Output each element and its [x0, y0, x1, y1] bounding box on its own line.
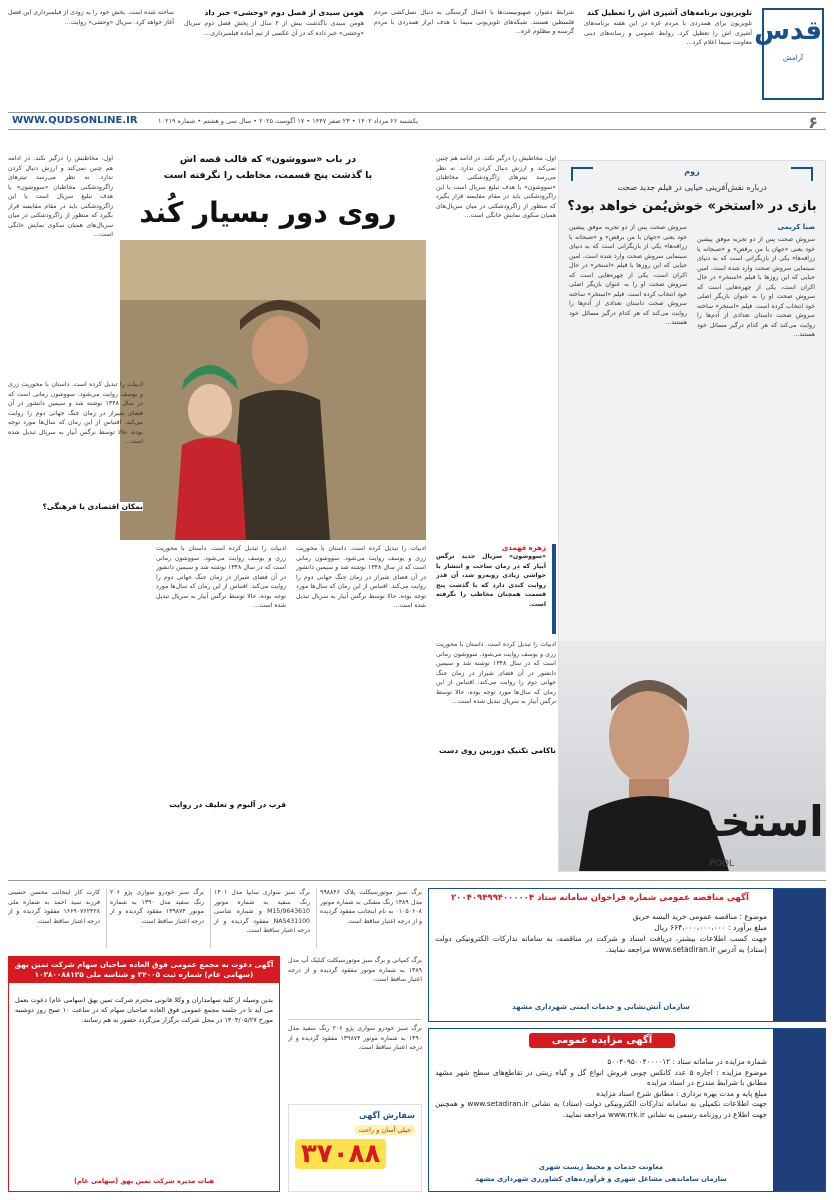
top-news-4-text: ساخته شده است. بخش خود را به زودی از فیلمبرداری این فصل آغاز خواهد کرد. سریال «وحشی» روایت...	[8, 9, 174, 26]
main-photo	[120, 240, 426, 540]
shareholder-ad-text: بدین وسیله از کلیه سهامداران و وکلا قانونی محترم شرکت تمین بهق (سهامی عام) دعوت بعمل می آید تا در جلسه مجمع عمومی فوق العاده صاحبان سهام که در ساعت ۱۰ صبح روز دوشنبه مورخ ۱۴۰۴/۰۵/۲۷ در محل شرکت برگزار می‌گردد حضور به هم رسانند.	[15, 996, 273, 1024]
subhead-3: قرب در آلبوم و تعلیف در روایت	[156, 800, 286, 809]
main-kicker: در باب «سووشون» که قالب قصه اش	[179, 154, 357, 165]
classified-4: کارت کار اینجانب محسن حسینی فرزند سید احمد به شماره ملی ۱۶۶۹۰۷۶۲۴۲۸ مفقود گردیده و از درجه اعتبار ساقط است.	[8, 889, 100, 925]
top-news-2-text: شرایط دشوار، صهیونیست‌ها با اعمال گرسنگی به دنبال نسل‌کشی مردم فلسطین هستند. شبکه‌های تلویزیونی سیما با هدف ابراز همدردی با مردم گرسنه و مظلوم غزه...	[374, 9, 574, 35]
subhead-1: بمکان اقتصادی یا فرهنگی؟	[8, 502, 143, 511]
zoom-headline: بازی در «استخر» خوش‌یُمن خواهد بود؟	[567, 199, 817, 214]
shareholder-ad-title: آگهی دعوت به مجمع عمومی فوق العاده صاحبان سهام شرکت تمین بهق (سهامی عام) شماره ثبت ۲۴۰۰۵ و شناسه ملی ۱۰۳۸۰۰۸۸۱۲۵	[9, 957, 279, 983]
shareholder-ad-org: هیات مدیره شرکت تمین بهق (سهامی عام)	[73, 1177, 215, 1185]
main-author: زهره قهمدی	[501, 544, 546, 552]
zoom-body-col2: سروش صحت پس از دو تجربه موفق پیشین خود یعنی «جهان با من برقص» و «صبحانه با زرافه‌ها» یکی از بازیگرانی است که به دنیای سینمایی سروش صحت وارد شده است. امین حیایی که این روزها با فیلم «استخر» در حال اکران است، یکی از چهره‌هایی است که سروش صحت او را به عنوان بازیگر اصلی خود انتخاب کرده است. فیلم «استخر» ساخته سروش صحت داستان تعدادی از آدم‌ها را روایت می‌کند که هر کدام درگیر مسائل خود هستند...	[569, 224, 687, 326]
zoom-body-col1: سروش صحت پس از دو تجربه موفق پیشین خود یعنی «جهان با من برقص» و «صبحانه با زرافه‌ها» یکی از بازیگرانی است که به دنیای سینمایی سروش صحت وارد شده است. امین حیایی که این روزها با فیلم «استخر» در حال اکران است، یکی از چهره‌هایی است که سروش صحت او را به عنوان بازیگر اصلی خود انتخاب کرده است. فیلم «استخر» ساخته سروش صحت داستان تعدادی از آدم‌ها را روایت می‌کند که هر کدام درگیر مسائل خود هستند...	[697, 236, 815, 338]
main-article	[8, 140, 556, 872]
order-ad-box[interactable]	[288, 1104, 422, 1192]
main-body-col3: ادبیات را تبدیل کرده است. داستان با محوریت زری و یوسف روایت می‌شود. سووشون رمانی است که در سال ۱۳۴۸ نوشته شد و سیمین دانشور در آن فضای شیراز در زمان جنگ جهانی دوم را روایت می‌کند. اقتباس از این رمان که سال‌ها مورد توجه بوده، حالا توسط نرگس آبیار به سریال تبدیل شده است...	[8, 381, 143, 445]
zoom-photo	[559, 641, 825, 871]
dateline: یکشنبه ۲۶ مرداد ۱۴۰۲ • ۲۳ صفر ۱۴۴۷ • ۱۷ آگوست ۲۰۲۵ • سال سی و هشتم • شماره ۱۰۲۱۹	[158, 117, 419, 125]
zoom-author: صبا کریمی	[777, 223, 815, 231]
main-headline: روی دور بسیار کُند	[139, 196, 397, 229]
classified-ads	[8, 888, 422, 952]
poster-title: استخر	[694, 797, 824, 846]
tender-ad-text: موضوع : مناقصه عمومی خرید البسه حریق مبلغ برآورد : ۶۶۴،۰۰۰،۰۰۰،۰۰۰ ریال جهت کسب اطلاعات بیشتر، دریافت اسناد و شرکت در مناقصه، به سامانه تدارکات الکترونیکی دولت (ستاد) به آدرس www.setadiran.ir مراجعه نمایند.	[435, 912, 767, 954]
tender-ad[interactable]	[428, 888, 826, 1022]
page-number: ۶	[808, 113, 818, 132]
top-news-1-title: تلویزیون برنامه‌های آشپزی اش را تعطیل کند	[586, 8, 752, 17]
main-body-col1: ادبیات را تبدیل کرده است. داستان با محوریت زری و یوسف روایت می‌شود. سووشون رمانی است که در سال ۱۳۴۸ نوشته شد و سیمین دانشور در آن فضای شیراز در زمان جنگ جهانی دوم را روایت می‌کند. اقتباس از این رمان که سال‌ها مورد توجه بوده، حالا توسط نرگس آبیار به سریال تبدیل شده است...	[296, 545, 426, 609]
poster-sub: POOL	[709, 859, 734, 869]
main-right-col: اول، مخاطبش را درگیر نکند. در ادامه هم چنین نمی‌کند و ارزش دنبال کردن ندارد. نه نظر می‌رسد تیترهای زاگرودشکنی مخاطبان «سووشون» با هدف تبلیغ سریال است یا این زاگرودشکنی باید در مقام مقایسه قرار بگیرد که منظور از زاگرودشکنی در میان سریال‌های همیان سکوی نمایش خانگی است...	[436, 155, 556, 219]
classified-1: برگ سبز موتورسیکلت پلاک ۹۹۸۸۴۶ مدل ۱۳۸۹ رنگ مشکی به شماره موتور ۰۱۰۵۰۶۰۸ به نام اینجانب مفقود گردیده و از درجه اعتبار ساقط است.	[316, 888, 422, 948]
logo-text: قدس	[754, 16, 822, 46]
top-news-3-title: هومن سیدی از فصل دوم «وحشی» خبر داد	[204, 8, 364, 17]
order-ad-phone[interactable]: ۳۷۰۸۸	[295, 1139, 386, 1169]
website-link[interactable]: WWW.QUDSONLINE.IR	[12, 115, 138, 126]
classified-6: برگ سبز خودرو سواری پژو ۲۰۶ رنگ سفید مدل ۱۳۹۰ به شماره موتور ۱۳۹۸۷۴ مفقود گردیده و از درجه اعتبار ساقط است.	[288, 1025, 422, 1051]
subhead-2: ناکامی تکنیک دوربین روی دست	[436, 746, 556, 755]
auction-ad[interactable]	[428, 1028, 826, 1192]
main-lead-box	[436, 544, 556, 634]
main-body-col4: ادبیات را تبدیل کرده است. داستان با محوریت زری و یوسف روایت می‌شود. سووشون رمانی است که در سال ۱۳۴۸ نوشته شد و سیمین دانشور در آن فضای شیراز در زمان جنگ جهانی دوم را روایت می‌کند. اقتباس از این رمان که سال‌ها مورد توجه بوده، حالا توسط نرگس آبیار به سریال تبدیل شده است...	[436, 641, 556, 705]
zoom-article	[558, 160, 826, 872]
top-news-1-text: تلویزیون برای همدردی با مردم غزه در این هفته برنامه‌های آشپزی اش را تعطیل کرد. روابط عمومی و رسانه‌های دینی معاونت سیما اعلام کرد...	[584, 20, 752, 46]
auction-ad-org: معاونت خدمات و محیط زیست شهری	[538, 1163, 664, 1171]
auction-ad-org-2: سازمان ساماندهی مشاغل شهری و فرآورده‌های کشاورزی شهرداری مشهد	[475, 1175, 727, 1183]
order-ad-text: خیلی آسان و راحت	[355, 1125, 415, 1135]
main-intro: «سووشون» سریال جدید نرگس آبیار که در زمان ساخت و انتشار با حواشی زیادی روبه‌رو شد، آن قدر روایت کندی دارد که با گذشت پنج قسمت همچنان مخاطب را نگرفته است.	[436, 553, 546, 608]
shareholder-meeting-ad[interactable]	[8, 956, 280, 1192]
main-kicker-2: با گذشت پنج قسمت، مخاطب را نگرفته است	[163, 170, 373, 181]
main-left-col: اول، مخاطبش را درگیر نکند. در ادامه هم چنین نمی‌کند و ارزش دنبال کردن ندارد. نه نظر می‌رسد تیترهای زاگرودشکنی مخاطبان «سووشون» با هدف تبلیغ سریال است یا این زاگرودشکنی باید در مقام مقایسه قرار بگیرد که منظور از زاگرودشکنی در میان سریال‌های همیان سکوی نمایش خانگی است...	[8, 155, 113, 238]
tender-ad-org: سازمان آتش‌نشانی و خدمات ایمنی شهرداری مشهد	[512, 1003, 690, 1011]
dateline-bar	[8, 112, 826, 130]
zoom-kicker: درباره نقش‌آفرینی حیایی در فیلم جدید صحت	[617, 183, 767, 192]
zoom-tag: زوم	[684, 167, 700, 176]
auction-ad-title: آگهی مزایده عمومی	[529, 1033, 675, 1048]
classified-2: برگ سبز سواری سایپا مدل ۱۴۰۱ رنگ سفید به شماره موتور M15/9643610 و شماره شاسی NAS431100 مفقود گردیده و از درجه اعتبار ساقط است.	[210, 888, 310, 948]
main-body-col2: ادبیات را تبدیل کرده است. داستان با محوریت زری و یوسف روایت می‌شود. سووشون رمانی است که در سال ۱۳۴۸ نوشته شد و سیمین دانشور در آن فضای شیراز در زمان جنگ جهانی دوم را روایت می‌کند. اقتباس از این رمان که سال‌ها مورد توجه بوده، حالا توسط نرگس آبیار به سریال تبدیل شده است...	[156, 545, 286, 609]
classified-column	[288, 956, 422, 1096]
auction-ad-text: شماره مزایده در سامانه ستاد : ۵۰۰۴۰۹۵۰۰۴۰۰۰۰۱۲ موضوع مزایده : اجاره ۵ عدد کانکس چوبی فروش انواع گل و گیاه زینتی در تقاطع‌های سطح شهر مشهد مطابق با شرایط مندرج در اسناد مزایده مبلغ پایه و مدت بهره برداری : مطابق شرح اسناد مزایده جهت اطلاعات تکمیلی به سامانه تدارکات الکترونیکی دولت (ستاد) به نشانی www.setadiran.ir و همچنین جهت اطلاع در روزنامه رسمی به نشانی www.rrk.ir مراجعه نمایید.	[435, 1057, 767, 1119]
logo-sub: آرامش	[783, 54, 803, 62]
masthead-logo[interactable]	[754, 8, 824, 100]
order-ad-title: سفارش آگهی	[359, 1111, 415, 1120]
classified-3: برگ سبز خودرو سواری پژو ۲۰۶ رنگ سفید مدل ۱۳۹۰ به شماره موتور ۱۳۹۸۷۴ مفقود گردیده و از درجه اعتبار ساقط است.	[106, 888, 204, 948]
top-news-3-text: هومن سیدی باگذشت بیش از ۲ سال از پخش فصل دوم سریال «وحشی» خبر داده که در آن عکسی از تیم آماده فیلمبرداری...	[184, 20, 364, 37]
classified-5: برگ کمپانی و برگ سبز موتورسیکلت کبلیک آپ مدل ۱۳۸۹ به شماره موتور مفقود گردیده و از درجه اعتبار ساقط است.	[288, 956, 422, 1020]
tender-ad-title: آگهی مناقصه عمومی شماره فراخوان سامانه ستاد ۲۰۰۴۰۹۴۹۹۴۰۰۰۰۰۴	[451, 893, 749, 903]
